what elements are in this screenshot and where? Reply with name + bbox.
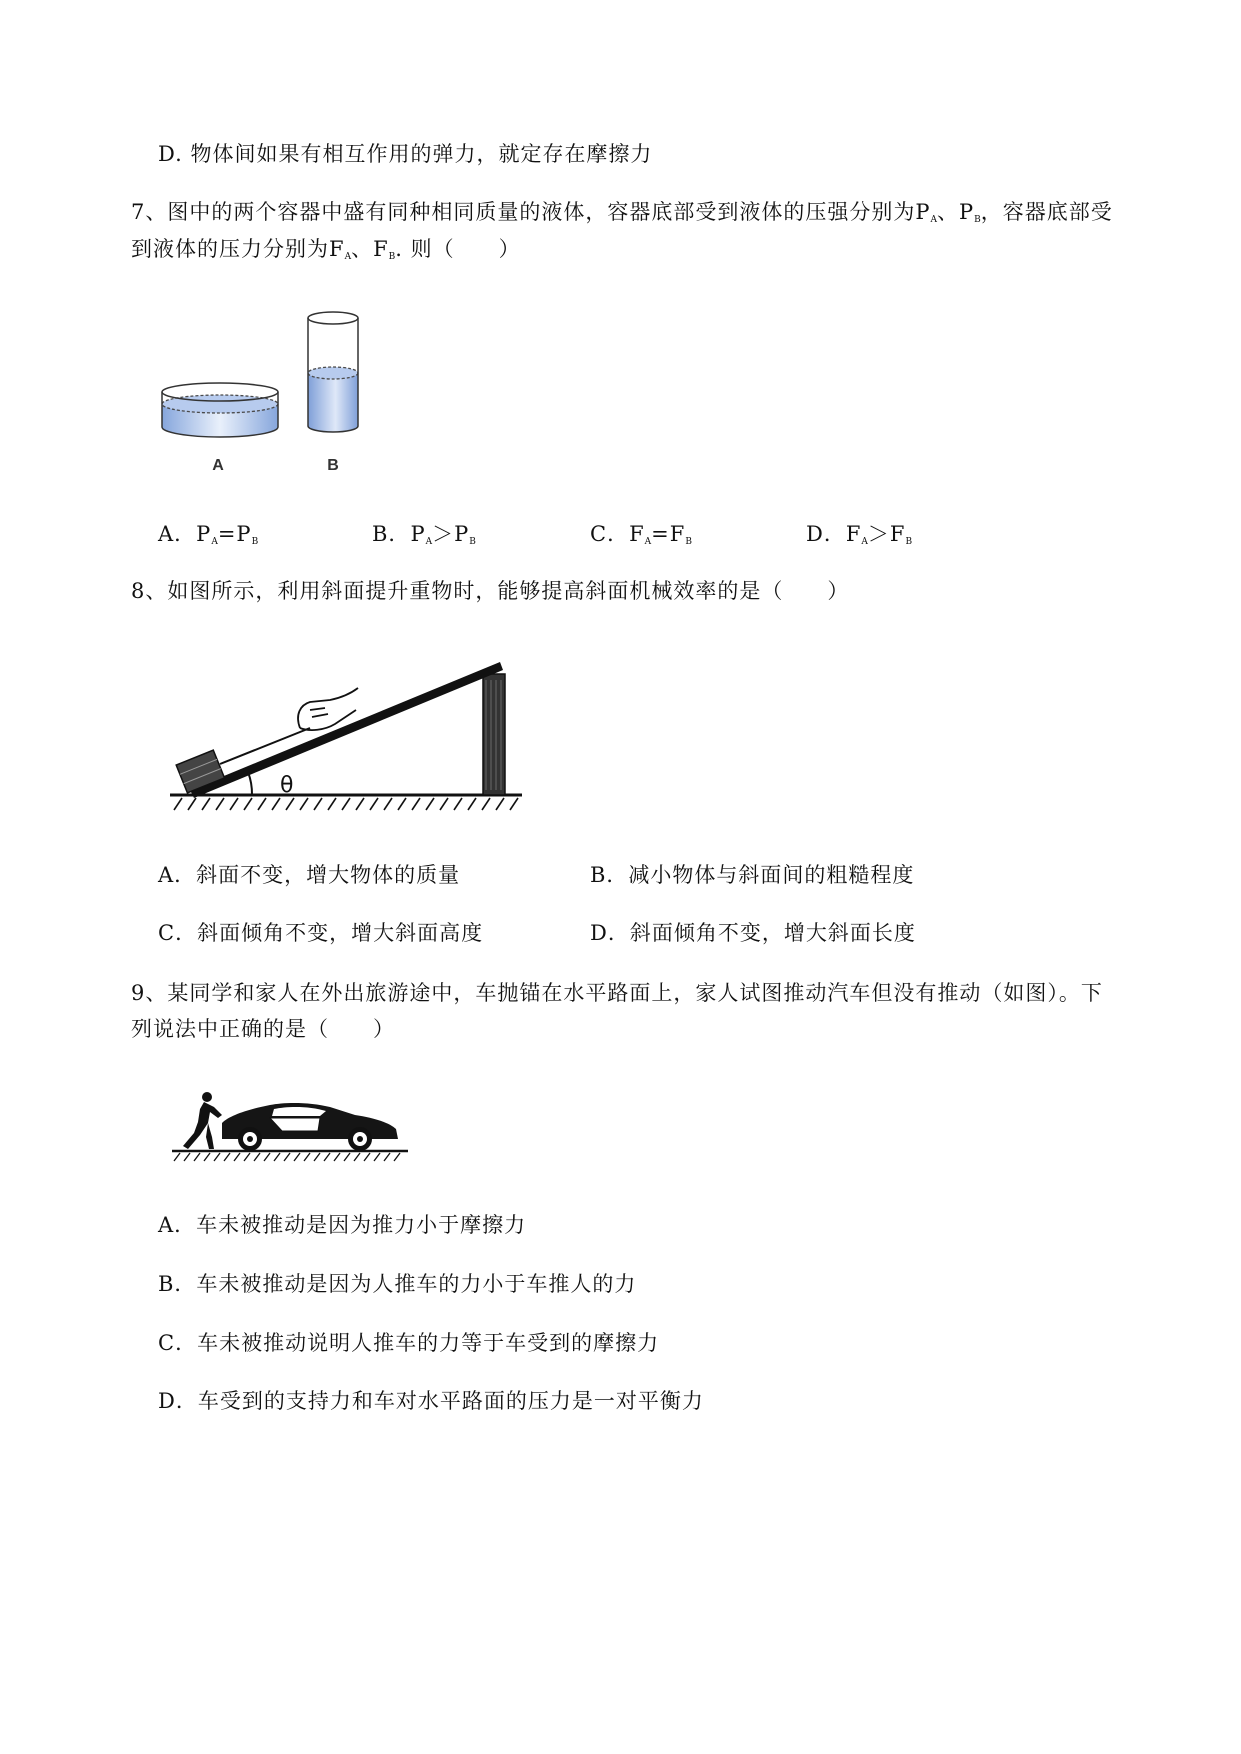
subscript-a: A xyxy=(861,537,868,547)
pressure-p-b xyxy=(959,200,981,224)
symbol-p: P xyxy=(236,522,252,546)
symbol-p: P xyxy=(915,200,931,224)
option-prefix: A． xyxy=(158,522,197,546)
container-b xyxy=(308,312,358,432)
symbol-p: P xyxy=(454,522,470,546)
force-f-a xyxy=(329,237,351,261)
option-prefix: C． xyxy=(590,522,630,546)
q7-option-c xyxy=(590,519,692,557)
q8-option-a: A．斜面不变，增大物体的质量 xyxy=(158,863,461,887)
q7-stem-line2 xyxy=(131,234,521,272)
q7-stem-text2: 到液体的压力分别为 xyxy=(131,237,329,261)
subscript-a: A xyxy=(344,252,352,262)
q9-stem-line2: 列说法中正确的是（ ） xyxy=(131,1017,395,1041)
q7-stem-text: 7、图中的两个容器中盛有同种相同质量的液体，容器底部受到液体的压强分别为 xyxy=(131,200,916,224)
subscript-b: B xyxy=(685,537,692,547)
q9-option-a: A．车未被推动是因为推力小于摩擦力 xyxy=(158,1213,527,1237)
pressure-p-a xyxy=(915,200,937,224)
hand-icon xyxy=(298,688,358,730)
subscript-b: B xyxy=(974,215,981,225)
q7-stem-end2: . 则（ ） xyxy=(395,237,521,261)
q8-option-b: B．减小物体与斜面间的粗糙程度 xyxy=(590,863,915,887)
symbol-f: F xyxy=(329,237,345,261)
q7-option-d xyxy=(806,519,912,557)
force-f-b xyxy=(373,237,395,261)
q7-option-b xyxy=(372,519,476,557)
q9-option-c: C．车未被推动说明人推车的力等于车受到的摩擦力 xyxy=(158,1331,660,1355)
option-prefix: B． xyxy=(372,522,411,546)
q7-stem-line1 xyxy=(131,197,1113,235)
subscript-a: A xyxy=(930,215,937,225)
subscript-a: A xyxy=(211,537,218,547)
separator: 、 xyxy=(937,200,959,224)
relation: = xyxy=(651,522,670,546)
incline-figure xyxy=(160,650,530,825)
container-a-label: A xyxy=(212,457,224,474)
q7-stem-end: ，容器底部受 xyxy=(980,200,1113,224)
subscript-b: B xyxy=(388,252,396,262)
subscript-b: B xyxy=(905,537,913,547)
option-prefix: D． xyxy=(806,522,846,546)
q9-stem-line1: 9、某同学和家人在外出旅游途中，车抛锚在水平路面上，家人试图推动汽车但没有推动（如图）。下 xyxy=(131,981,1103,1005)
containers-figure xyxy=(150,300,410,485)
q8-option-c: C．斜面倾角不变，增大斜面高度 xyxy=(158,921,484,945)
car-push-figure xyxy=(170,1085,410,1165)
subscript-b: B xyxy=(251,537,259,547)
symbol-p: P xyxy=(410,522,426,546)
container-a xyxy=(162,383,278,437)
symbol-p: P xyxy=(196,522,212,546)
symbol-p: P xyxy=(959,200,975,224)
symbol-f: F xyxy=(845,522,862,546)
separator: 、 xyxy=(351,237,374,261)
container-b-label: B xyxy=(327,457,339,474)
angle-theta-label: θ xyxy=(280,773,294,798)
person-icon xyxy=(183,1092,222,1149)
subscript-b: B xyxy=(469,537,476,547)
q8-option-d: D．斜面倾角不变，增大斜面长度 xyxy=(590,921,916,945)
relation: ＞ xyxy=(867,522,890,546)
q6-option-d: D. 物体间如果有相互作用的弹力，就定存在摩擦力 xyxy=(158,142,653,166)
subscript-a: A xyxy=(644,537,652,547)
symbol-f: F xyxy=(629,522,645,546)
symbol-f: F xyxy=(889,522,906,546)
relation: = xyxy=(217,522,237,546)
q8-stem: 8、如图所示，利用斜面提升重物时，能够提高斜面机械效率的是（ ） xyxy=(131,579,850,603)
q7-option-a xyxy=(158,519,258,557)
symbol-f: F xyxy=(669,522,686,546)
symbol-f: F xyxy=(373,237,389,261)
q9-option-d: D．车受到的支持力和车对水平路面的压力是一对平衡力 xyxy=(158,1389,704,1413)
relation: ＞ xyxy=(432,522,455,546)
car-icon xyxy=(222,1103,398,1151)
subscript-a: A xyxy=(425,537,433,547)
q9-option-b: B．车未被推动是因为人推车的力小于车推人的力 xyxy=(158,1272,637,1296)
